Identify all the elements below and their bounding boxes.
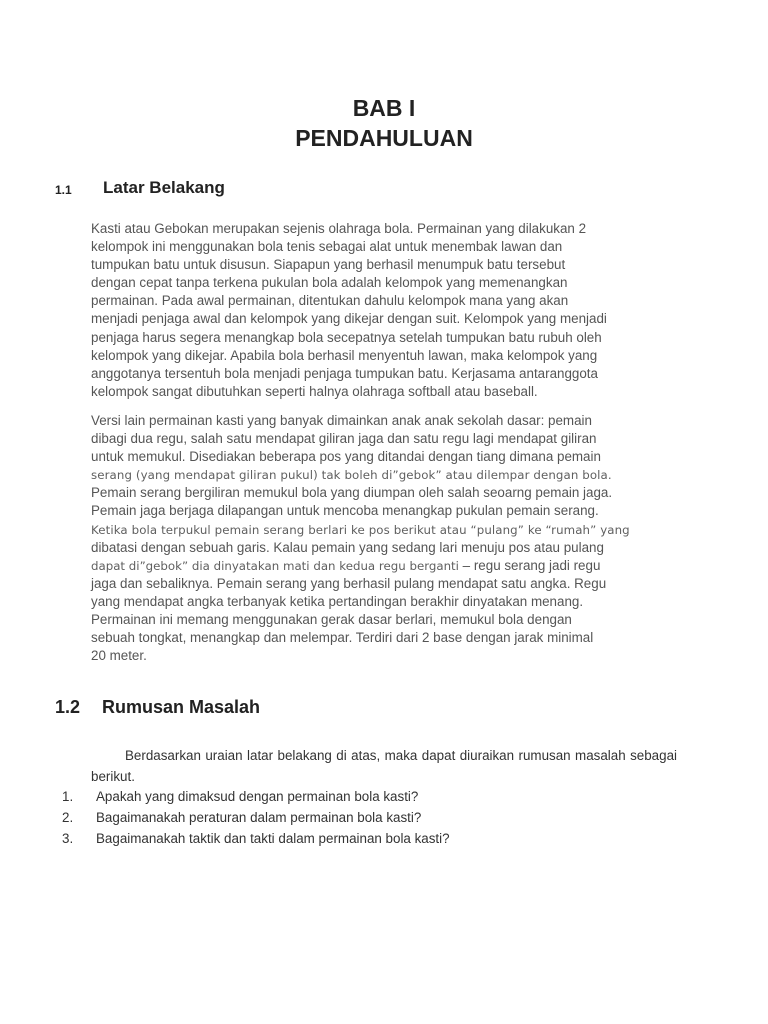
section-heading-2 bbox=[55, 695, 260, 719]
chapter-number: BAB I bbox=[352, 95, 416, 121]
text-line: Ketika bola terpukul pemain serang berlari ke pos berikut atau “pulang” ke “rumah” yang bbox=[91, 522, 630, 537]
list-text: Bagaimanakah peraturan dalam permainan bola kasti? bbox=[96, 810, 422, 825]
list-text: Bagaimanakah taktik dan takti dalam permainan bola kasti? bbox=[96, 831, 450, 846]
chapter-title: PENDAHULUAN bbox=[295, 125, 473, 151]
text-line: untuk memukul. Disediakan beberapa pos yang ditandai dengan tiang dimana pemain bbox=[91, 449, 601, 465]
background-paragraph-2 bbox=[91, 412, 685, 665]
section-title: Rumusan Masalah bbox=[102, 697, 261, 717]
list-item bbox=[62, 807, 682, 828]
list-text: Apakah yang dimaksud dengan permainan bola kasti? bbox=[96, 789, 419, 804]
text-line bbox=[91, 557, 685, 575]
text-line: jaga dan sebaliknya. Pemain serang yang berhasil pulang mendapat satu angka. Regu bbox=[91, 575, 607, 591]
list-number: 2. bbox=[62, 810, 74, 825]
text-line: sebuah tongkat, menangkap dan melempar. Terdiri dari 2 base dengan jarak minimal bbox=[91, 630, 594, 646]
section-number: 1.2 bbox=[55, 697, 81, 717]
list-item bbox=[62, 786, 682, 807]
text-line: dibagi dua regu, salah satu mendapat giliran jaga dan satu regu lagi mendapat giliran bbox=[91, 431, 597, 447]
text-line: kelompok sangat dibutuhkan seperti halnya olahraga softball atau baseball. bbox=[91, 383, 538, 399]
text-line: permainan. Pada awal permainan, ditentukan dahulu kelompok mana yang akan bbox=[91, 293, 569, 309]
text-line: Pemain serang bergiliran memukul bola yang diumpan oleh salah seoarng pemain jaga. bbox=[91, 485, 613, 501]
text-line: Versi lain permainan kasti yang banyak dimainkan anak anak sekolah dasar: pemain bbox=[91, 413, 592, 428]
list-number: 1. bbox=[62, 789, 74, 804]
text-line: dengan cepat tanpa terkena pukulan bola adalah kelompok yang memenangkan bbox=[91, 275, 568, 291]
background-paragraph-1 bbox=[91, 220, 685, 401]
text-line: Kasti atau Gebokan merupakan sejenis olahraga bola. Permainan yang dilakukan 2 bbox=[91, 221, 587, 236]
section-title: Latar Belakang bbox=[103, 178, 225, 197]
text-line: anggotanya tersentuh bola menjadi penjaga tumpukan batu. Kerjasama antaranggota bbox=[91, 365, 598, 381]
text-line: dibatasi dengan sebuah garis. Kalau pemain yang sedang lari menuju pos atau pulang bbox=[91, 539, 604, 555]
text-line: serang (yang mendapat giliran pukul) tak boleh di”gebok” atau dilempar dengan bola. bbox=[91, 468, 612, 483]
text-line: menjadi penjaga awal dan kelompok yang dikejar dengan suit. Kelompok yang menjadi bbox=[91, 311, 607, 327]
text-line: tumpukan batu untuk disusun. Siapapun yang berhasil menumpuk batu tersebut bbox=[91, 257, 566, 273]
text-line: 20 meter. bbox=[91, 648, 147, 664]
section-number: 1.1 bbox=[55, 183, 72, 197]
text-line: penjaga harus segera menangkap bola secepatnya setelah tumpukan batu rubuh oleh bbox=[91, 329, 602, 345]
text-line: kelompok yang dikejar. Apabila bola berhasil menyentuh lawan, maka kelompok yang bbox=[91, 347, 598, 363]
problem-question-list bbox=[62, 786, 682, 849]
list-number: 3. bbox=[62, 831, 74, 846]
list-item bbox=[62, 828, 682, 849]
text-line: yang mendapat angka terbanyak ketika pertandingan berakhir dinyatakan menang. bbox=[91, 593, 584, 609]
text-line: Permainan ini memang menggunakan gerak dasar berlari, memukul bola dengan bbox=[91, 612, 572, 628]
text-segment: dapat di”gebok” dia dinyatakan mati dan kedua regu berganti bbox=[91, 558, 459, 573]
text-line: Pemain jaga berjaga dilapangan untuk mencoba menangkap pukulan pemain serang. bbox=[91, 503, 599, 519]
text-segment: – regu serang jadi regu bbox=[458, 557, 601, 573]
problem-intro-paragraph: Berdasarkan uraian latar belakang di atas, maka dapat diuraikan rumusan masalah sebagai berikut. bbox=[91, 748, 677, 784]
text-line: kelompok ini menggunakan bola tenis sebagai alat untuk menembak lawan dan bbox=[91, 239, 563, 255]
